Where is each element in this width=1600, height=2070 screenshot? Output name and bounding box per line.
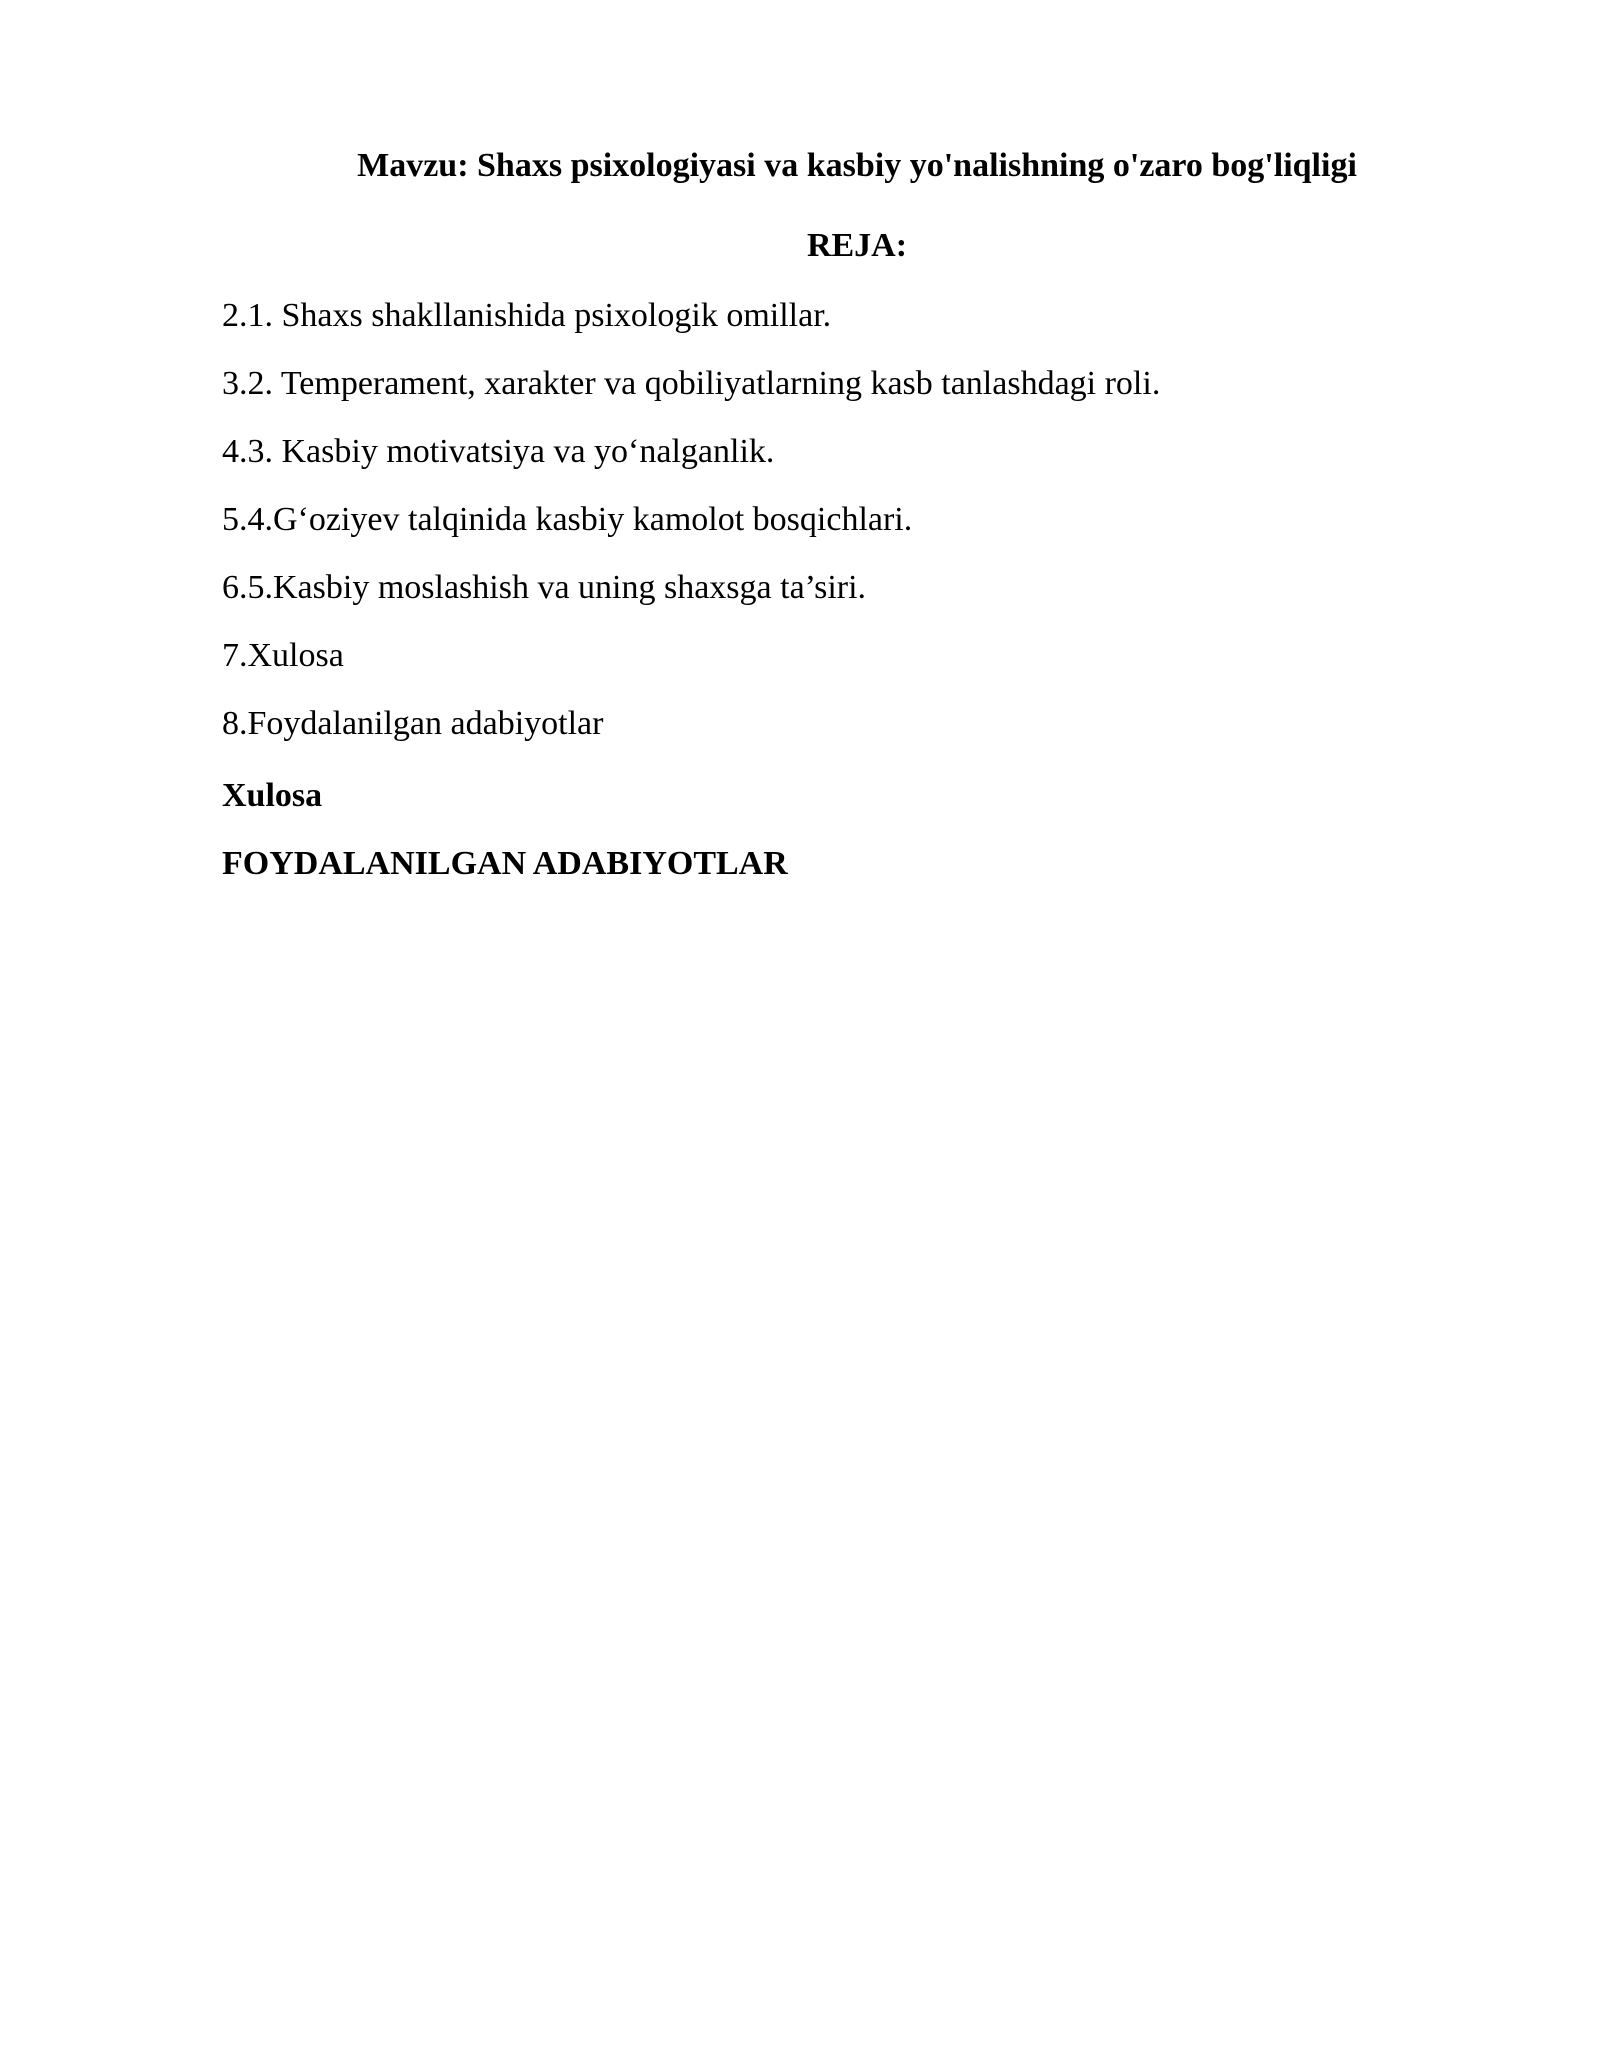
- plan-item: 7.Xulosa: [222, 637, 344, 674]
- plan-item: 3.2. Temperament, xarakter va qobiliyatlarning kasb tanlashdagi roli.: [222, 365, 1161, 402]
- plan-heading: REJA:: [806, 227, 908, 264]
- plan-item: 4.3. Kasbiy motivatsiya va yo‘nalganlik.: [222, 433, 775, 470]
- section-heading-references: FOYDALANILGAN ADABIYOTLAR: [222, 845, 788, 882]
- plan-item: 5.4.G‘oziyev talqinida kasbiy kamolot bosqichlari.: [222, 501, 913, 538]
- plan-list: [222, 296, 1422, 772]
- document-title: Mavzu: Shaxs psixologiyasi va kasbiy yo'nalishning o'zaro bog'liqligi: [357, 147, 1357, 184]
- section-heading-conclusion: Xulosa: [222, 777, 323, 814]
- plan-item: 6.5.Kasbiy moslashish va uning shaxsga ta’siri.: [222, 569, 867, 606]
- plan-item: 2.1. Shaxs shakllanishida psixologik omillar.: [222, 297, 832, 334]
- plan-item: 8.Foydalanilgan adabiyotlar: [222, 705, 604, 742]
